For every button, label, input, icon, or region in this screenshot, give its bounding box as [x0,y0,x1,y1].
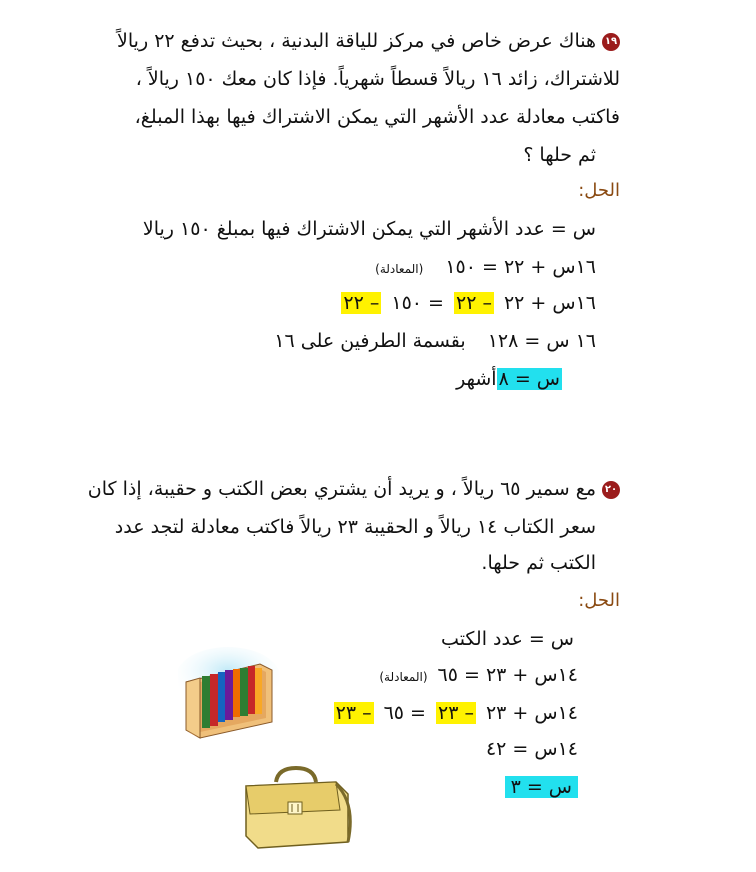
problem-19-divide-eq: ١٦ س = ١٢٨ [487,330,596,352]
problem-19-line-1 [117,28,620,54]
problem-19-text-1: هناك عرض خاص في مركز للياقة البدنية ، بحيث تدفع ٢٢ ريالاً [117,30,596,52]
problem-20-solution-label: الحل: [578,590,620,611]
problem-20-line-3: الكتب ثم حلها. [481,552,596,574]
problem-19-answer [456,366,562,392]
problem-20-equation-note: (المعادلة) [379,670,428,684]
problem-19-line-3: فاكتب معادلة عدد الأشهر التي يمكن الاشتراك فيها بهذا المبلغ، [134,106,620,128]
problem-20-subtract-step [334,700,578,726]
problem-20-sub-left: ١٤س + ٢٣ [485,702,578,724]
problem-19-equation-main: ١٦س + ٢٢ = ١٥٠ [445,256,596,278]
problem-19-sub-mid: = ١٥٠ [391,292,444,314]
problem-19-subtract-step [341,290,596,316]
problem-20-number: ٢٠ [602,481,620,499]
problem-19-line-4: ثم حلها ؟ [523,144,596,166]
problem-20-answer [505,774,578,800]
problem-20-sub-highlight-left: – ٢٣ [437,702,474,724]
problem-19-equation-note: (المعادلة) [375,262,424,276]
problem-19-answer-highlight: س = ٨ [498,368,560,390]
problem-19-sub-highlight-right: – ٢٢ [343,292,380,314]
problem-19-line-2: للاشتراك، زائد ١٦ ريالاً قسطاً شهرياً. فإذا كان معك ١٥٠ ريالاً ، [135,68,620,90]
problem-20-line-2: سعر الكتاب ١٤ ريالاً و الحقيبة ٢٣ ريالاً فاكتب معادلة لتجد عدد [114,516,596,538]
problem-20-definition: س = عدد الكتب [441,628,574,650]
problem-20-text-1: مع سمير ٦٥ ريالاً ، و يريد أن يشتري بعض الكتب و حقيبة، إذا كان [87,478,596,500]
problem-20-line-1 [88,476,620,502]
problem-20-divide-step: ١٤س = ٤٢ [485,738,578,760]
problem-20-sub-highlight-right: – ٢٣ [335,702,372,724]
problem-20-equation [379,662,578,690]
problem-19-solution-label: الحل: [578,180,620,201]
problem-19-sub-highlight-left: – ٢٢ [455,292,492,314]
problem-19-number: ١٩ [602,33,620,51]
books-on-shelf-icon [178,642,288,742]
problem-20-sub-mid: = ٦٥ [383,702,426,724]
problem-19-equation [375,254,596,282]
problem-19-answer-unit: أشهر [456,368,497,390]
problem-20-answer-highlight: س = ٣ [505,776,578,798]
school-bag-icon [236,764,356,854]
problem-19-divide-note: بقسمة الطرفين على ١٦ [274,330,466,352]
problem-19-definition: س = عدد الأشهر التي يمكن الاشتراك فيها بمبلغ ١٥٠ ريالا [142,218,596,240]
problem-19-divide-step [274,328,596,354]
problem-19-sub-left: ١٦س + ٢٢ [503,292,596,314]
problem-20-equation-main: ١٤س + ٢٣ = ٦٥ [437,664,578,686]
